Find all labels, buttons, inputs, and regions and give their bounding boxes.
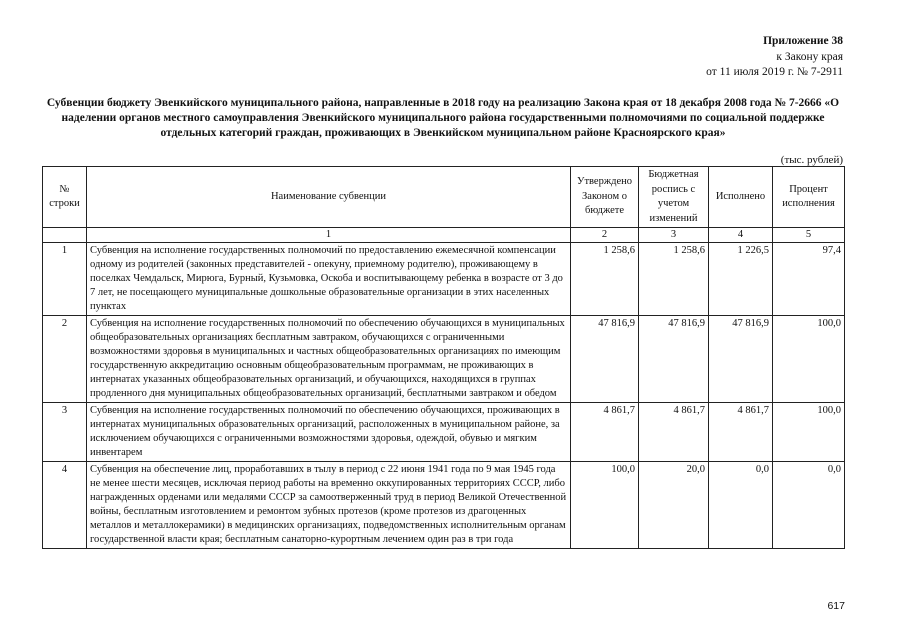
table-header-row [43,167,845,228]
executed-value: 47 816,9 [709,316,773,403]
subvention-name: Субвенция на исполнение государственных полномочий по предоставлению ежемесячной компенсации одному из родителей (законных представителей - опекуну, приемному родителю), проживающему в поселках Чемдальск, Мирюга, Бурный, Кузьмовка, Оскоба и воспитывающему ребенка в возрасте от 3 до 7 лет, не посещающего муниципальные дошкольные образовательные организации в этих населенных пунктах [87,243,571,316]
approved-value: 1 258,6 [571,243,639,316]
index-cell: 2 [571,228,639,243]
subvention-name: Субвенция на исполнение государственных полномочий по обеспечению обучающихся, проживающих в интернатах муниципальных образовательных организаций, расположенных в муниципальном районе, за исключением обучающихся с ограниченными возможностями здоровья, одеждой, обувью и мягким инвентарем [87,403,571,462]
subventions-table [42,166,845,549]
percent-value: 0,0 [773,462,845,549]
header-subvention-name: Наименование субвенции [87,167,571,228]
row-number: 1 [43,243,87,316]
annex-title: Приложение 38 [763,35,843,47]
subvention-name: Субвенция на обеспечение лиц, проработавших в тылу в период с 22 июня 1941 года по 9 мая 1945 года не менее шести месяцев, исключая период работы на временно оккупированных территориях СССР, либо награжденных орденами или медалями СССР за самоотверженный труд в период Великой Отечественной войны, бесплатным изготовлением и ремонтом зубных протезов (кроме протезов из драгоценных металлов и металлокерамики) в медицинских организациях, подведомственных исполнительным органам государственной власти края; бесплатным санаторно-курортным лечением один раз в три года [87,462,571,549]
index-cell: 3 [639,228,709,243]
percent-value: 100,0 [773,403,845,462]
header-row-number: № строки [43,167,87,228]
index-cell: 5 [773,228,845,243]
annex-law-date: от 11 июля 2019 г. № 7-2911 [706,66,843,78]
document-title: Субвенции бюджету Эвенкийского муниципального района, направленные в 2018 году на реализацию Закона края от 18 декабря 2008 года № 7-2666 «О наделении органов местного самоуправления Эвенкийского муниципального района государственными полномочиями по социальной поддержке отдельных категорий граждан, проживающих в Эвенкийском муниципальном районе Красноярского края» [46,97,840,139]
row-number: 2 [43,316,87,403]
row-number: 4 [43,462,87,549]
percent-value: 97,4 [773,243,845,316]
executed-value: 1 226,5 [709,243,773,316]
units-label: (тыс. рублей) [780,154,843,166]
header-approved: Утверждено Законом о бюджете [571,167,639,228]
subvention-name: Субвенция на исполнение государственных полномочий по обеспечению обучающихся в муниципальных общеобразовательных организациях бесплатным завтраком, обучающихся с ограниченными возможностями здоровья в муниципальных и частных общеобразовательных организациях по имеющим государственную аккредитацию основным общеобразовательным программам, не проживающих в интернатах указанных общеобразовательных организаций, и обучающихся, находящихся в группах продленного дня муниципальных общеобразовательных организаций, бесплатными завтраком и обедом [87,316,571,403]
budget-value: 47 816,9 [639,316,709,403]
table-row [43,462,845,549]
approved-value: 100,0 [571,462,639,549]
table-row [43,243,845,316]
table-row [43,403,845,462]
page-number: 617 [827,600,845,612]
percent-value: 100,0 [773,316,845,403]
header-percent: Процент исполнения [773,167,845,228]
header-budget-schedule: Бюджетная роспись с учетом изменений [639,167,709,228]
annex-law-ref: к Закону края [776,50,843,63]
approved-value: 4 861,7 [571,403,639,462]
index-cell: 4 [709,228,773,243]
row-number: 3 [43,403,87,462]
index-cell: 1 [87,228,571,243]
approved-value: 47 816,9 [571,316,639,403]
executed-value: 0,0 [709,462,773,549]
executed-value: 4 861,7 [709,403,773,462]
table-index-row [43,228,845,243]
budget-value: 4 861,7 [639,403,709,462]
annex-header [543,34,843,81]
header-executed: Исполнено [709,167,773,228]
budget-value: 1 258,6 [639,243,709,316]
table-row [43,316,845,403]
budget-value: 20,0 [639,462,709,549]
index-cell-empty [43,228,87,243]
